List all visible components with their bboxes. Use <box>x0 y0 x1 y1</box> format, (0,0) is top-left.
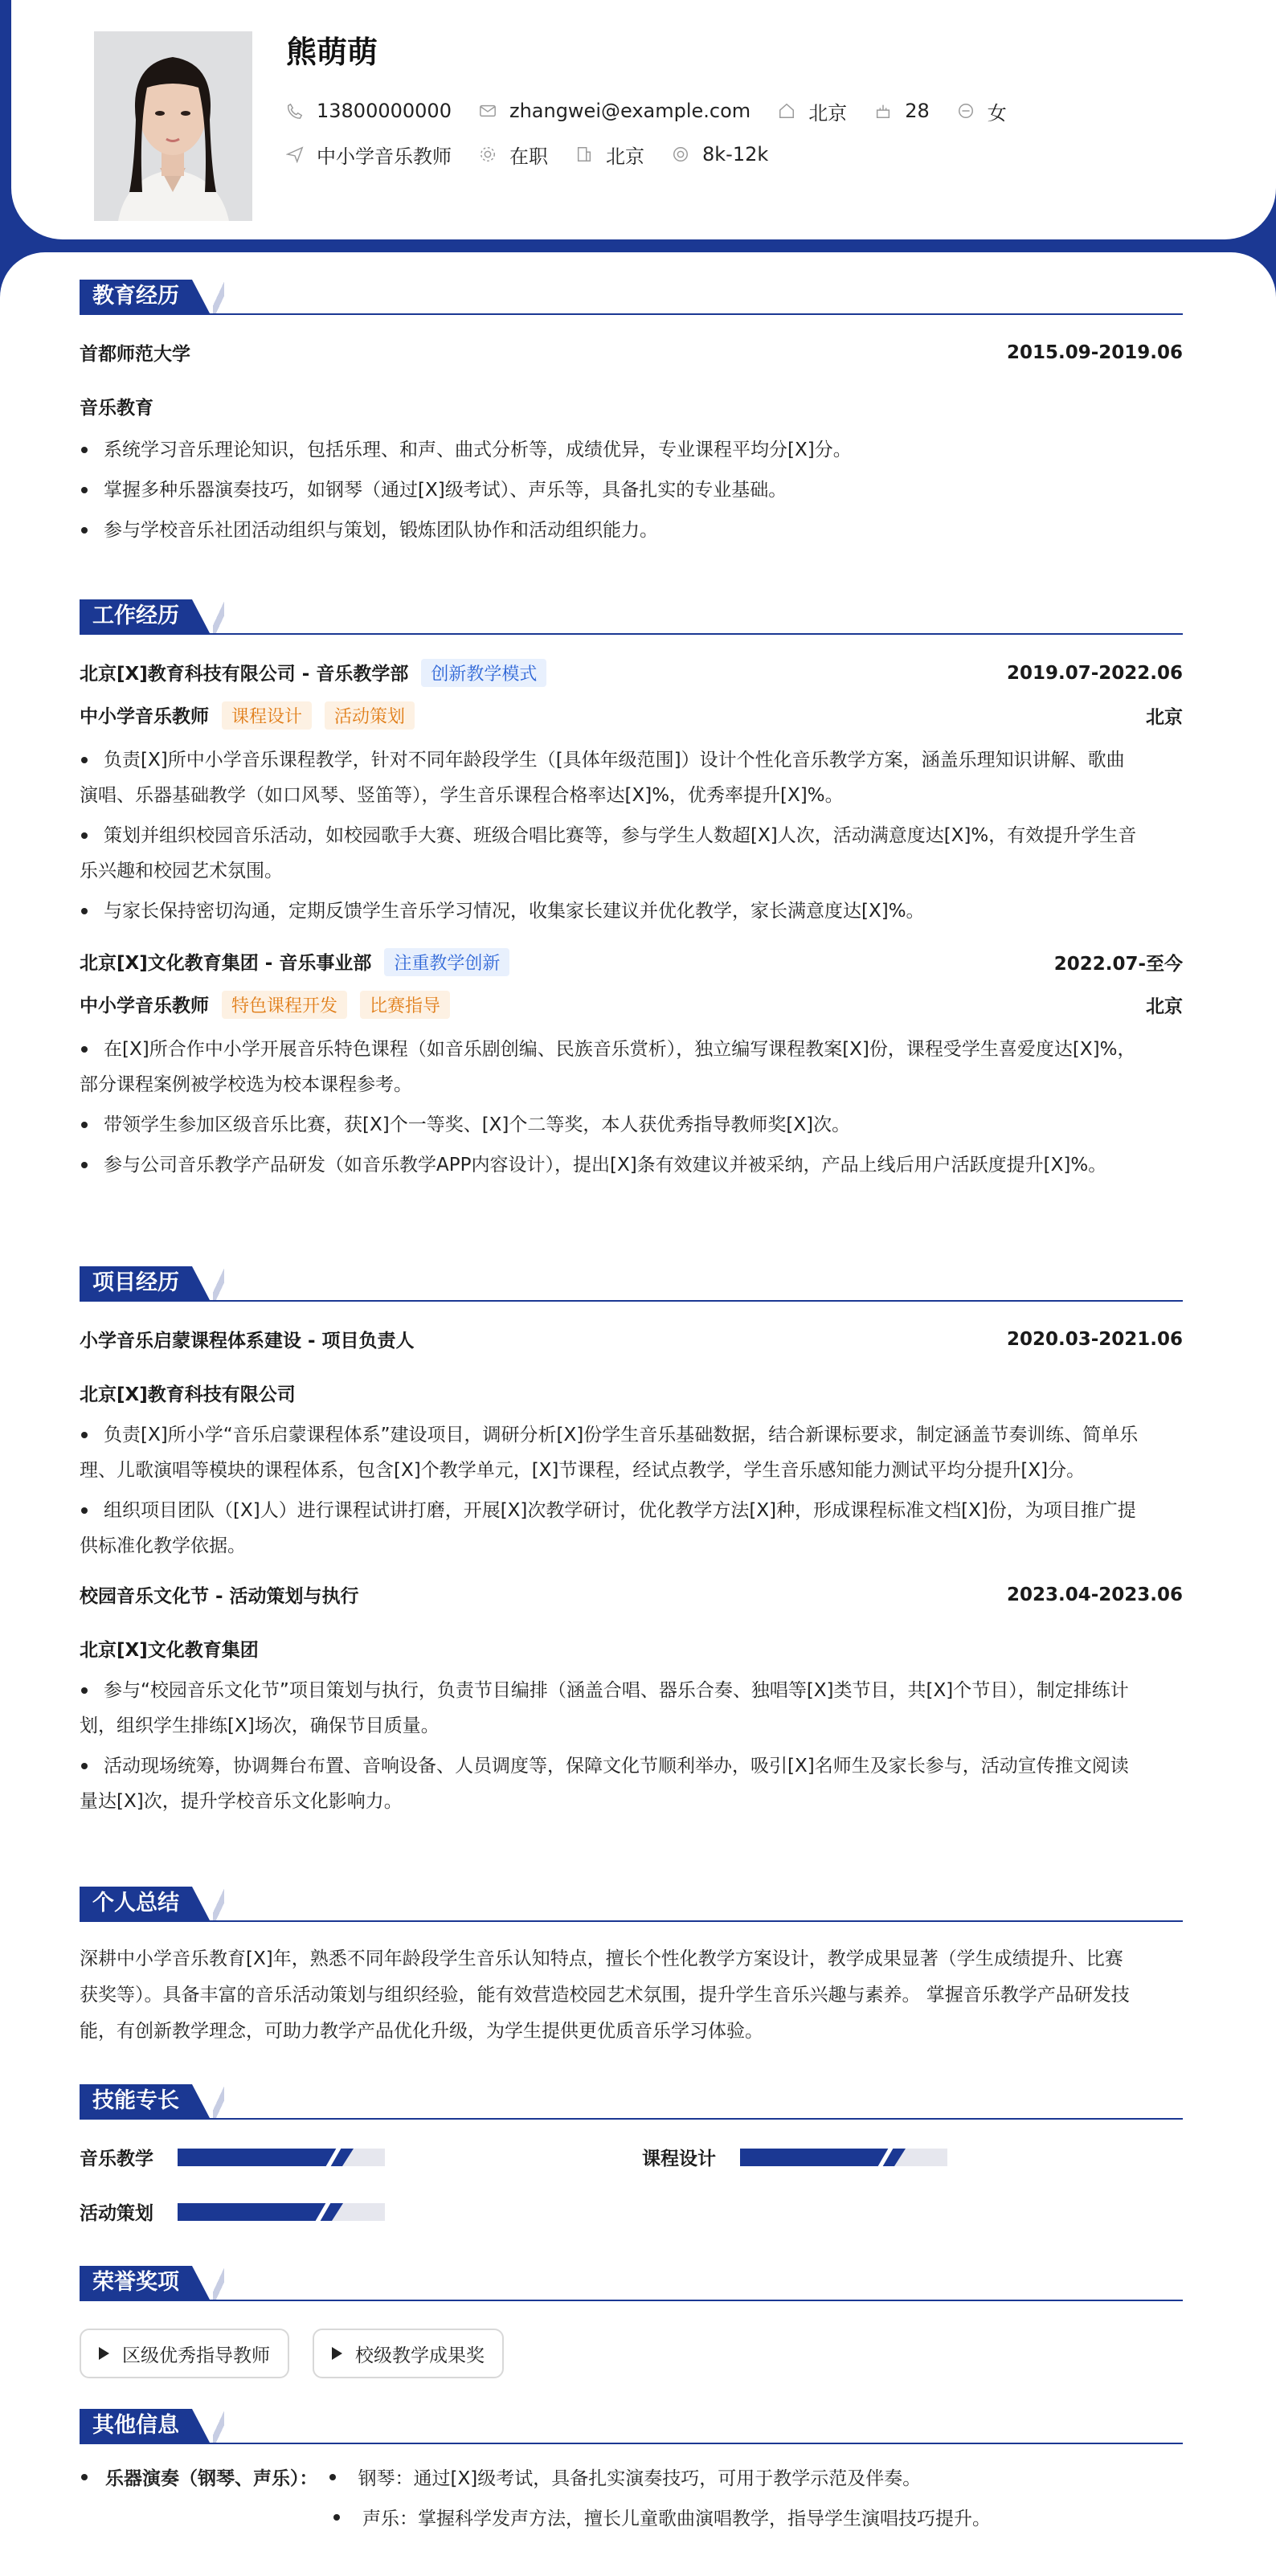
list-item: 系统学习音乐理论知识，包括乐理、和声、曲式分析等，成绩优异，专业课程平均分[X]分。 <box>80 432 1183 468</box>
project-date: 2020.03-2021.06 <box>1006 1328 1183 1350</box>
line: 演唱、乐器基础教学（如口风琴、竖笛等），学生音乐课程合格率达[X]%，优秀率提升[X]%。 <box>80 785 844 806</box>
line: 组织项目团队（[X]人）进行课程试讲打磨，开展[X]次教学研讨，优化教学方法[X]种，形成课程标准文档[X]份，为项目推广提 <box>104 1500 1136 1521</box>
job-bullets <box>80 742 1183 929</box>
project-bullets <box>80 1673 1183 1819</box>
avatar <box>94 31 252 221</box>
line: 策划并组织校园音乐活动，如校园歌手大赛、班级合唱比赛等，参与学生人数超[X]人次，活动满意度达[X]%，有效提升学生音 <box>104 825 1137 846</box>
salary-item <box>672 143 768 166</box>
project-bullets <box>80 1417 1183 1564</box>
line: 参与“校园音乐文化节”项目策划与执行，负责节目编排（涵盖合唱、器乐合奏、独唱等[X]类节目，共[X]个节目），制定排练计 <box>104 1680 1129 1701</box>
awards-list <box>80 2329 1183 2378</box>
award-item <box>80 2329 289 2378</box>
skill-bar <box>178 2203 385 2221</box>
line: 供标准化教学依据。 <box>80 1535 246 1556</box>
job-role: 中小学音乐教师 <box>80 996 209 1016</box>
skill-bar <box>178 2149 385 2166</box>
status-item <box>479 141 548 169</box>
tag-badge: 比赛指导 <box>360 991 450 1019</box>
job-header <box>80 659 1183 687</box>
other-item: 钢琴：通过[X]级考试，具备扎实演奏技巧，可用于教学示范及伴奏。 <box>358 2468 922 2489</box>
job-date: 2019.07-2022.06 <box>1006 662 1183 684</box>
other-item-row <box>333 2504 991 2530</box>
gender-text: 女 <box>987 101 1007 125</box>
project-date: 2023.04-2023.06 <box>1006 1584 1183 1605</box>
position-text: 中小学音乐教师 <box>317 145 452 168</box>
person-icon <box>957 102 975 120</box>
education-section <box>80 280 1183 548</box>
section-title: 工作经历 <box>80 599 192 633</box>
tag-badge: 活动策划 <box>325 701 415 730</box>
award-label: 校级教学成果奖 <box>355 2345 485 2366</box>
list-item <box>80 818 1183 889</box>
age-text: 28 <box>905 100 930 122</box>
education-bullets <box>80 432 1183 548</box>
project-header <box>80 1326 1183 1352</box>
work-city-item <box>575 141 644 169</box>
contact-row <box>286 95 1034 127</box>
section-header <box>80 2084 1183 2120</box>
line: 乐兴趣和校园艺术氛围。 <box>80 861 283 881</box>
email-text: zhangwei@example.com <box>509 100 751 122</box>
work-city-text: 北京 <box>606 145 644 168</box>
project-header <box>80 1581 1183 1608</box>
cake-icon <box>874 102 892 120</box>
location-item <box>778 97 847 125</box>
building-icon <box>575 145 593 163</box>
skill-name: 活动策划 <box>80 2203 153 2224</box>
list-item <box>80 1493 1183 1564</box>
education-header <box>80 339 1183 366</box>
line: 量达[X]次，提升学校音乐文化影响力。 <box>80 1791 403 1812</box>
summary-line: 获奖等）。具备丰富的音乐活动策划与组织经验，能有效营造校园艺术氛围，提升学生音乐兴趣与素养。 掌握音乐教学产品研发技 <box>80 1985 1130 2006</box>
section-header <box>80 2409 1183 2444</box>
section-header <box>80 1266 1183 1302</box>
other-category: 乐器演奏（钢琴、声乐）： <box>105 2468 318 2489</box>
position-item <box>286 141 452 169</box>
line: 在[X]所合作中小学开展音乐特色课程（如音乐剧创编、民族音乐赏析），独立编写课程教案[X]份，课程受学生喜爱度达[X]%， <box>104 1039 1136 1060</box>
major-name: 音乐教育 <box>80 398 153 419</box>
phone-icon <box>286 102 304 120</box>
profile-header <box>11 0 1276 239</box>
list-item <box>80 1673 1183 1744</box>
list-item: 参与学校音乐社团活动组织与策划，锻炼团队协作和活动组织能力。 <box>80 513 1183 548</box>
list-item: 与家长保持密切沟通，定期反馈学生音乐学习情况，收集家长建议并优化教学，家长满意度达[X]%。 <box>80 893 1183 929</box>
skill-fill <box>178 2149 342 2166</box>
age-item <box>874 100 930 122</box>
section-header <box>80 1887 1183 1922</box>
list-item: 带领学生参加区级音乐比赛，获[X]个一等奖、[X]个二等奖，本人获优秀指导教师奖[X]次。 <box>80 1107 1183 1143</box>
major-row <box>80 393 1183 419</box>
section-title: 项目经历 <box>80 1266 192 1300</box>
project-org: 北京[X]教育科技有限公司 <box>80 1384 296 1405</box>
bullet-dot <box>333 2514 340 2521</box>
phone-text: 13800000000 <box>317 100 452 122</box>
line: 活动现场统筹，协调舞台布置、音响设备、人员调度等，保障文化节顺利举办，吸引[X]名师生及家长参与，活动宣传推文阅读 <box>104 1756 1129 1777</box>
list-item: 掌握多种乐器演奏技巧，如钢琴（通过[X]级考试）、声乐等，具备扎实的专业基础。 <box>80 472 1183 508</box>
job-city: 北京 <box>1146 996 1183 1017</box>
job-role: 中小学音乐教师 <box>80 706 209 727</box>
job-date: 2022.07-至今 <box>1053 954 1183 975</box>
project-title: 小学音乐启蒙课程体系建设 - 项目负责人 <box>80 1331 415 1351</box>
job-city: 北京 <box>1146 707 1183 728</box>
skill-fill <box>178 2203 332 2221</box>
play-icon <box>99 2347 109 2360</box>
skills-section <box>80 2084 1183 2224</box>
mail-icon <box>479 102 497 120</box>
section-header <box>80 280 1183 315</box>
awards-section <box>80 2266 1183 2378</box>
coin-icon <box>672 145 689 163</box>
list-item: 参与公司音乐教学产品研发（如音乐教学APP内容设计），提出[X]条有效建议并被采纳，产品上线后用户活跃度提升[X]%。 <box>80 1147 1183 1183</box>
skill-item <box>642 2144 947 2170</box>
list-item <box>80 1748 1183 1819</box>
skill-name: 音乐教学 <box>80 2149 153 2169</box>
section-header <box>80 599 1183 635</box>
location-text: 北京 <box>808 101 848 125</box>
resume-body <box>0 252 1276 2576</box>
company-name: 北京[X]教育科技有限公司 - 音乐教学部 <box>80 664 409 685</box>
work-section <box>80 599 1183 1183</box>
line: 理、儿歌演唱等模块的课程体系，包含[X]个教学单元，[X]节课程，经试点教学，学生音乐感知能力测试平均分提升[X]分。 <box>80 1460 1086 1481</box>
other-category-row <box>81 2464 921 2490</box>
job-intent-row <box>286 138 795 170</box>
gear-icon <box>479 145 497 163</box>
bullet-dot <box>81 2474 88 2480</box>
job-header <box>80 948 1183 976</box>
section-title: 荣誉奖项 <box>80 2266 192 2300</box>
award-label: 区级优秀指导教师 <box>122 2345 270 2366</box>
company-name: 北京[X]文化教育集团 - 音乐事业部 <box>80 953 372 974</box>
tag-badge: 特色课程开发 <box>222 991 347 1019</box>
summary-section <box>80 1887 1183 2050</box>
school-name: 首都师范大学 <box>80 344 190 365</box>
project-org: 北京[X]文化教育集团 <box>80 1640 259 1661</box>
project-org-row <box>80 1635 1183 1662</box>
education-date: 2015.09-2019.06 <box>1006 341 1183 363</box>
skill-fill <box>740 2149 894 2166</box>
project-title: 校园音乐文化节 - 活动策划与执行 <box>80 1586 359 1607</box>
bullet-dot <box>329 2474 336 2480</box>
other-item: 声乐：掌握科学发声方法，擅长儿童歌曲演唱教学，指导学生演唱技巧提升。 <box>362 2509 991 2529</box>
projects-section <box>80 1266 1183 1819</box>
candidate-name: 熊萌萌 <box>286 35 378 70</box>
skill-bar <box>740 2149 947 2166</box>
home-icon <box>778 102 795 120</box>
job-role-row <box>80 701 1183 730</box>
line: 划，组织学生排练[X]场次，确保节目质量。 <box>80 1715 440 1736</box>
line: 部分课程案例被学校选为校本课程参考。 <box>80 1074 412 1095</box>
send-icon <box>286 145 304 163</box>
list-item <box>80 1032 1183 1102</box>
other-section <box>80 2409 1183 2562</box>
play-icon <box>332 2347 342 2360</box>
salary-text: 8k-12k <box>702 143 769 166</box>
skill-item <box>80 2144 385 2170</box>
email-item <box>479 100 750 122</box>
line: 负责[X]所小学“音乐启蒙课程体系”建设项目，调研分析[X]份学生音乐基础数据，结合新课标要求，制定涵盖节奏训练、简单乐 <box>104 1425 1139 1445</box>
section-header <box>80 2266 1183 2301</box>
summary-text <box>80 1941 1183 2050</box>
summary-line: 能，有创新教学理念，可助力教学产品优化升级，为学生提供更优质音乐学习体验。 <box>80 2021 763 2042</box>
section-title: 其他信息 <box>80 2409 192 2443</box>
section-title: 技能专长 <box>80 2084 192 2118</box>
list-item <box>80 1417 1183 1488</box>
gender-item <box>957 97 1007 125</box>
highlight-badge: 注重教学创新 <box>384 948 509 976</box>
project-org-row <box>80 1380 1183 1406</box>
line: 负责[X]所中小学音乐课程教学，针对不同年龄段学生（[具体年级范围]）设计个性化音乐教学方案，涵盖乐理知识讲解、歌曲 <box>104 750 1125 771</box>
skill-name: 课程设计 <box>642 2149 716 2169</box>
job-role-row <box>80 991 1183 1019</box>
list-item <box>80 742 1183 813</box>
section-title: 个人总结 <box>80 1887 192 1920</box>
phone-item <box>286 100 452 122</box>
status-text: 在职 <box>509 145 548 168</box>
summary-line: 深耕中小学音乐教育[X]年，熟悉不同年龄段学生音乐认知特点，擅长个性化教学方案设计，教学成果显著（学生成绩提升、比赛 <box>80 1948 1123 1969</box>
highlight-badge: 创新教学模式 <box>421 659 546 687</box>
tag-badge: 课程设计 <box>222 701 312 730</box>
award-item <box>313 2329 504 2378</box>
skill-item <box>80 2198 385 2225</box>
job-bullets <box>80 1032 1183 1183</box>
section-title: 教育经历 <box>80 280 192 313</box>
